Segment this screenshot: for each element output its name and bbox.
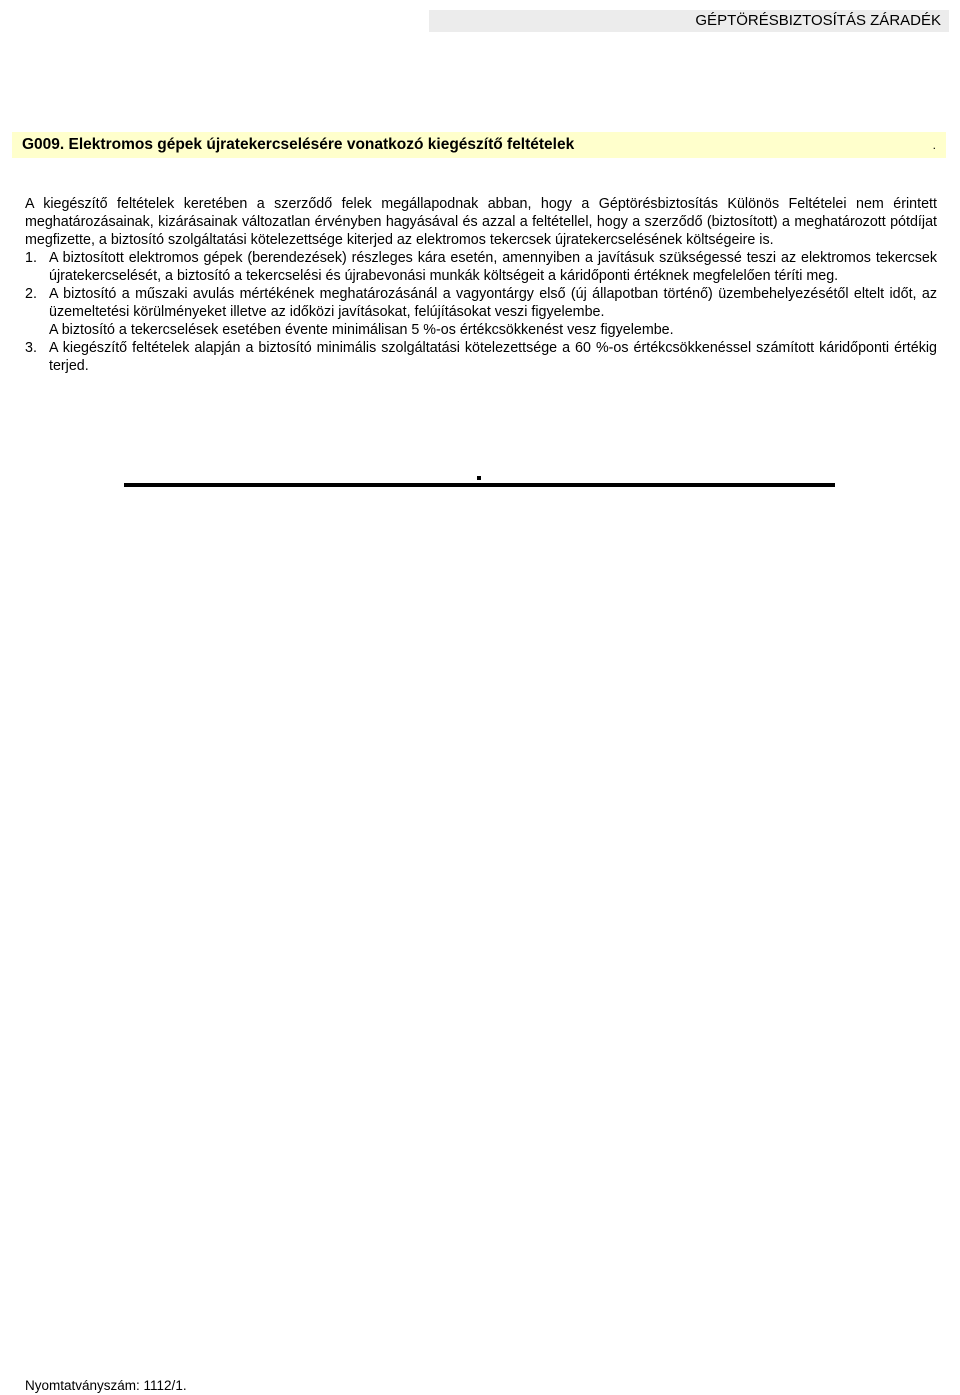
list-item-text: A biztosított elektromos gépek (berendezések) részleges kára esetén, amennyiben a javításuk szükségessé teszi az elektromos tekercsek újratekercselését, a biztosító a tekercselési és újrabevonási munkák költségeit a káridőponti értéknek megfelelően téríti meg.	[49, 250, 937, 284]
separator-dot	[477, 476, 481, 480]
list-item	[25, 339, 937, 375]
document-body	[25, 195, 937, 375]
document-header	[429, 10, 949, 32]
section-heading	[12, 132, 946, 158]
list-item-number: 3.	[25, 340, 37, 356]
list-item-text: A kiegészítő feltételek alapján a biztosító minimális szolgáltatási kötelezettsége a 60 %-os értékcsökkenéssel számított káridőponti értékig terjed.	[49, 340, 937, 374]
list-item-extra-text: A biztosító a tekercselések esetében évente minimálisan 5 %-os értékcsökkenést vesz figyelembe.	[49, 322, 674, 338]
conditions-list	[25, 249, 937, 375]
section-heading-dot: .	[932, 138, 936, 152]
document-title: GÉPTÖRÉSBIZTOSÍTÁS ZÁRADÉK	[695, 12, 941, 29]
footer	[25, 1378, 187, 1394]
list-item-number: 1.	[25, 250, 37, 266]
section-title: G009. Elektromos gépek újratekercselésére vonatkozó kiegészítő feltételek	[22, 136, 575, 153]
form-number: Nyomtatványszám: 1112/1.	[25, 1378, 187, 1393]
list-item	[25, 285, 937, 339]
intro-paragraph: A kiegészítő feltételek keretében a szerződő felek megállapodnak abban, hogy a Géptörésbiztosítás Különös Feltételei nem érintett meghatározásainak, kizárásainak változatlan érvényben hagyásával és azzal a feltétellel, hogy a szerződő (biztosított) a meghatározott pótdíjat megfizette, a biztosító szolgáltatási kötelezettsége kiterjed az elektromos tekercsek újratekercselésének költségeire is.	[25, 196, 937, 248]
list-item	[25, 249, 937, 285]
separator-line	[124, 483, 835, 487]
list-item-number: 2.	[25, 286, 37, 302]
list-item-text: A biztosító a műszaki avulás mértékének meghatározásánál a vagyontárgy első (új állapotban történő) üzembehelyezésétől eltelt időt, az üzemeltetési körülményeket illetve az időközi javításokat, felújításokat veszi figyelembe.	[49, 286, 937, 320]
